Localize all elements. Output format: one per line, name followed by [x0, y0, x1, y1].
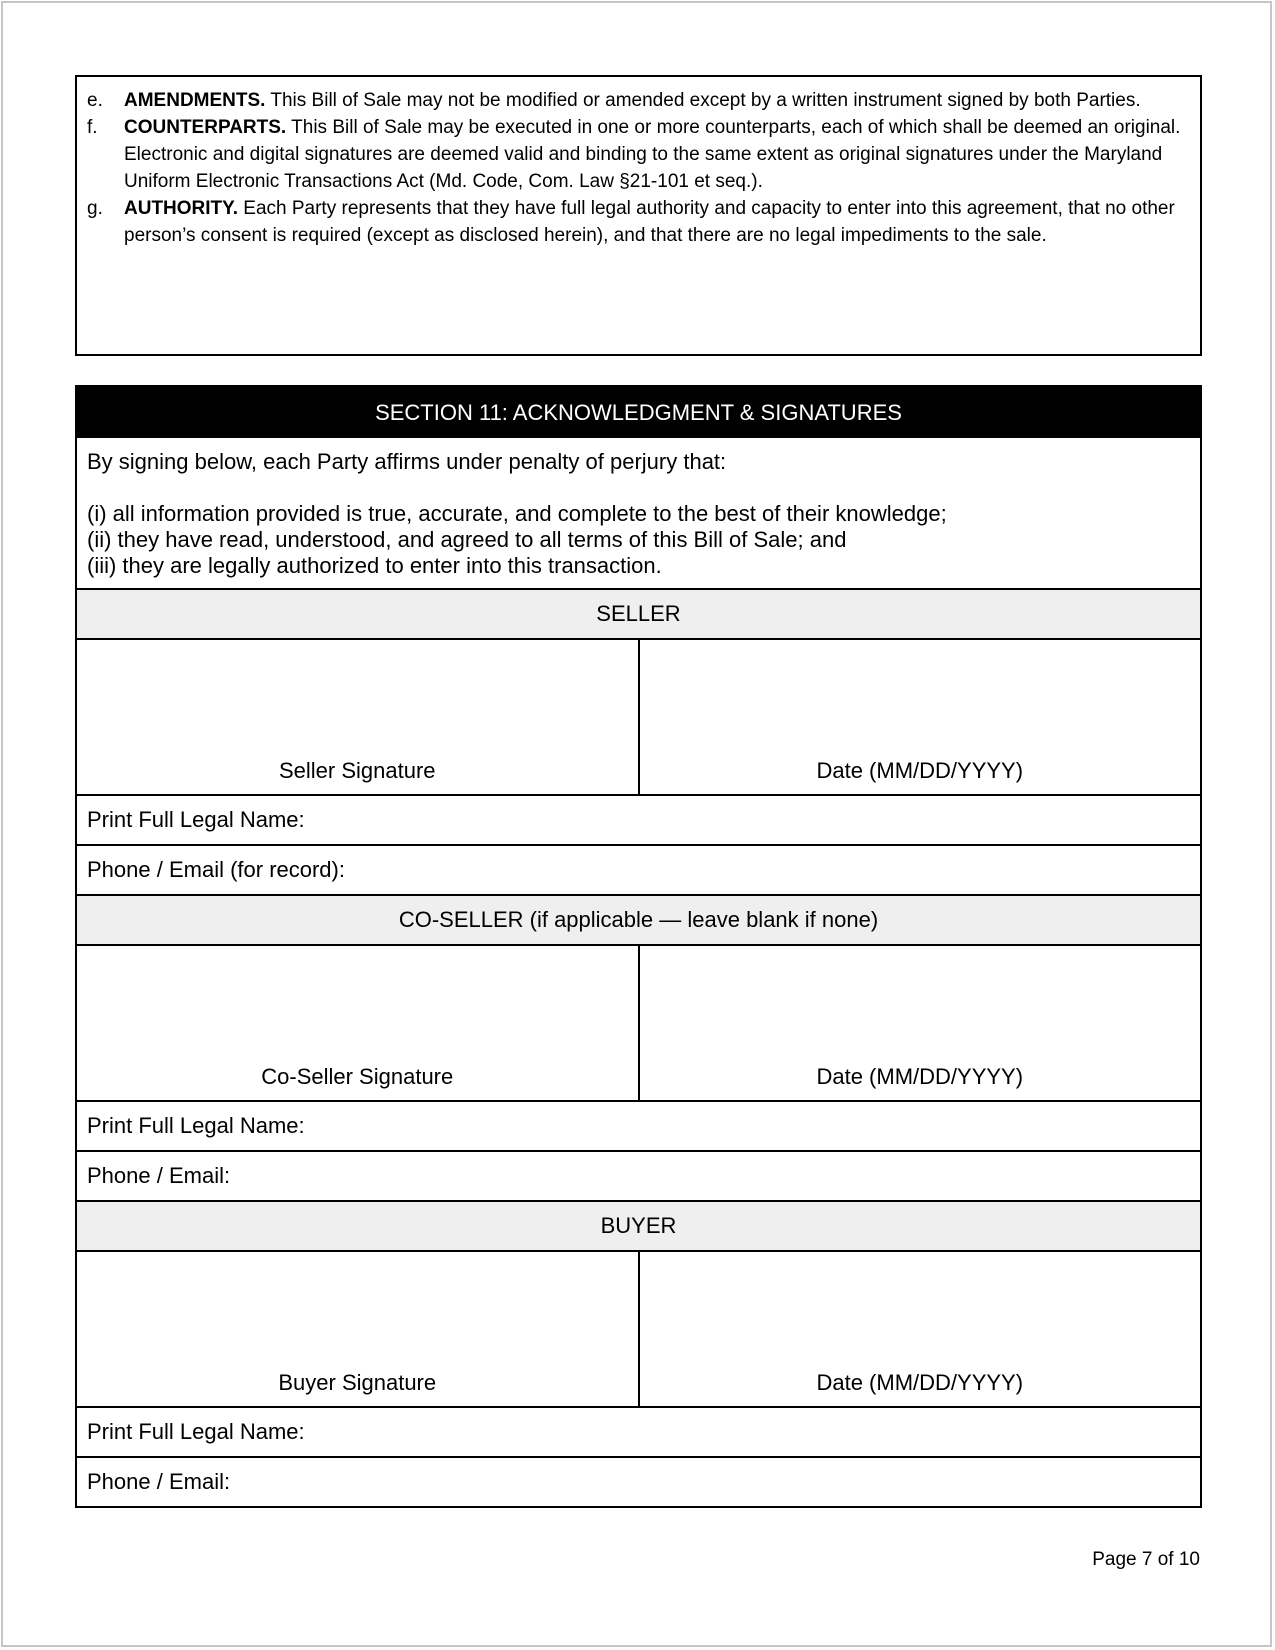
signature-label: Co-Seller Signature [261, 1064, 454, 1089]
date-label: Date (MM/DD/YYYY) [816, 1370, 1024, 1395]
affirmation-item: (i) all information provided is true, accurate, and complete to the best of their knowledge; [87, 501, 947, 526]
co-seller-header: CO-SELLER (if applicable — leave blank if none) [77, 896, 1200, 946]
name-label: Print Full Legal Name: [87, 1113, 305, 1138]
co-seller-date-field[interactable] [640, 946, 1201, 1100]
seller-name-field[interactable] [77, 796, 1200, 846]
clause-letter: f. [87, 117, 98, 138]
clause-body [124, 87, 1186, 114]
date-label: Date (MM/DD/YYYY) [816, 1064, 1024, 1089]
section-title: SECTION 11: ACKNOWLEDGMENT & SIGNATURES [77, 387, 1200, 438]
contact-label: Phone / Email: [87, 1469, 231, 1494]
seller-header: SELLER [77, 590, 1200, 640]
affirmation-lead: By signing below, each Party affirms under penalty of perjury that: [87, 449, 727, 474]
clauses-box [75, 75, 1202, 356]
buyer-name-field[interactable] [77, 1408, 1200, 1458]
seller-signature-row [77, 640, 1200, 796]
clause-amendments [87, 87, 1186, 114]
clause-body [124, 114, 1186, 195]
co-seller-signature-row [77, 946, 1200, 1102]
contact-label: Phone / Email: [87, 1163, 231, 1188]
clause-counterparts [87, 114, 1186, 195]
name-label: Print Full Legal Name: [87, 1419, 305, 1444]
signature-label: Seller Signature [278, 758, 436, 783]
seller-signature-field[interactable] [77, 640, 640, 794]
buyer-signature-row [77, 1252, 1200, 1408]
clause-letter: g. [87, 198, 103, 219]
buyer-contact-field[interactable] [77, 1458, 1200, 1506]
seller-date-field[interactable] [640, 640, 1201, 794]
signature-label: Buyer Signature [278, 1370, 437, 1395]
clause-heading: AMENDMENTS. [124, 90, 266, 111]
clause-text: This Bill of Sale may not be modified or amended except by a written instrument signed by both Parties. [265, 90, 1141, 111]
buyer-signature-field[interactable] [77, 1252, 640, 1406]
signatures-section [75, 385, 1202, 1508]
clause-text: Each Party represents that they have full legal authority and capacity to enter into this agreement, that no other person’s consent is required (except as disclosed herein), and that there are no legal impediments to the sale. [124, 198, 1175, 246]
buyer-header: BUYER [77, 1202, 1200, 1252]
affirmation-item: (iii) they are legally authorized to enter into this transaction. [87, 553, 662, 578]
date-label: Date (MM/DD/YYYY) [816, 758, 1024, 783]
affirmation-block [77, 438, 1200, 590]
clause-authority [87, 195, 1186, 249]
contact-label: Phone / Email (for record): [87, 857, 345, 882]
page-number: Page 7 of 10 [1092, 1549, 1200, 1570]
affirmation-item: (ii) they have read, understood, and agreed to all terms of this Bill of Sale; and [87, 527, 847, 552]
clause-letter: e. [87, 90, 103, 111]
clause-heading: COUNTERPARTS. [124, 117, 287, 138]
seller-contact-field[interactable] [77, 846, 1200, 896]
co-seller-name-field[interactable] [77, 1102, 1200, 1152]
co-seller-contact-field[interactable] [77, 1152, 1200, 1202]
clause-text: This Bill of Sale may be executed in one or more counterparts, each of which shall be deemed an original. Electronic and digital signatures are deemed valid and binding to the same extent as original signatures under the Maryland Uniform Electronic Transactions Act (Md. Code, Com. Law §21-101 et seq.). [124, 117, 1181, 192]
clause-heading: AUTHORITY. [124, 198, 238, 219]
clause-body [124, 195, 1186, 249]
name-label: Print Full Legal Name: [87, 807, 305, 832]
buyer-date-field[interactable] [640, 1252, 1201, 1406]
co-seller-signature-field[interactable] [77, 946, 640, 1100]
